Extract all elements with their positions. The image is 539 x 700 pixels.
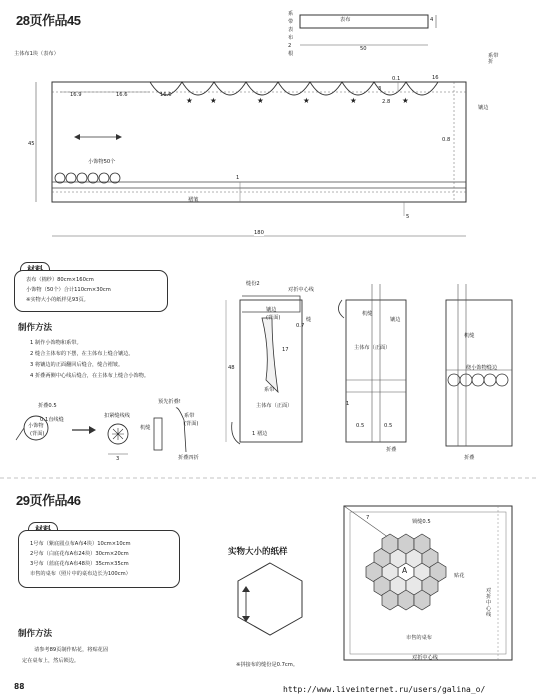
section2-title: 29页作品46 <box>16 493 81 508</box>
tie-label-char: 2 <box>288 43 292 49</box>
three-label: 3 <box>116 456 120 462</box>
section1-title: 28页作品45 <box>16 13 81 28</box>
bottom-fold-label: 折叠 <box>464 455 475 461</box>
tie-strap-shape <box>300 15 428 28</box>
dim-1-right: 1 <box>346 401 350 407</box>
fold-05-label: 折叠0.5 <box>38 403 57 409</box>
fold-center-vertical-label: 对折中心线 <box>486 588 492 618</box>
tie-label-char: 根 <box>288 51 294 57</box>
material2-line: 1号布（紫底圆点布A布4块）10cm×10cm <box>30 541 131 547</box>
body-front-label: 主体布（正面） <box>256 403 293 409</box>
seven-label: 7 <box>366 515 370 521</box>
method2-line: 请参考89页制作贴花，将贴花固 <box>34 647 109 653</box>
stitch-label: 缝 <box>306 317 312 323</box>
dim-07: 0.7 <box>296 323 305 329</box>
method2-line: 定在桌布上，然后锁边。 <box>22 658 80 664</box>
dim-166a: 16.6 <box>116 92 128 98</box>
fold-word: 折 <box>488 59 494 65</box>
dim-5: 5 <box>406 214 410 220</box>
dim-45: 45 <box>28 141 35 147</box>
watermark-url[interactable]: http://www.liveinternet.ru/users/galina_o/ <box>283 685 486 694</box>
material2-line: 2号布（白底花布A布24块）30cm×20cm <box>30 551 129 557</box>
dim-3: 3 <box>378 86 382 92</box>
dim-48: 48 <box>228 365 235 371</box>
fold-label: 折叠 <box>386 447 397 453</box>
dim-08: 0.8 <box>442 137 451 143</box>
sew-label-right: 机缝 <box>362 311 373 317</box>
fold-sew-label: 1 褶边 <box>252 431 268 437</box>
dim-166b: 16.6 <box>160 92 172 98</box>
material2-line: 市售的桌布（照片中的桌布边长为100cm） <box>30 571 131 577</box>
main-piece-label: 主体布1块（表布） <box>14 51 59 57</box>
star-marker: ★ <box>350 96 357 105</box>
tie-label: 系带 <box>184 413 195 419</box>
dim-17: 17 <box>282 347 289 353</box>
dim-01: 0.1 <box>392 76 401 82</box>
pattern-note: ※拼接布的缝份是0.7cm。 <box>236 662 299 668</box>
method-step: 4 折叠两侧中心线后缝合，在主体布上缝合小饰物。 <box>30 373 150 379</box>
dim-28: 2.8 <box>382 99 391 105</box>
dim-05a: 0.5 <box>356 423 365 429</box>
dim-1: 1 <box>236 175 240 181</box>
back-label: (背面) <box>30 431 45 437</box>
hem-label: 镶边 <box>478 105 489 111</box>
material-line: ※实物大小的纸样见93页。 <box>26 297 89 303</box>
seam-2-label: 缝份2 <box>246 281 260 287</box>
small-item-label: 小饰物 <box>28 423 44 429</box>
method2-heading: 制作方法 <box>18 629 53 639</box>
tie-dim-4: 4 <box>430 17 434 23</box>
materials2-box <box>18 530 180 588</box>
tie-label-char: 带 <box>288 19 294 25</box>
back2-label: (背面) <box>184 421 199 427</box>
dim-16: 16 <box>432 75 439 81</box>
tie-label-char: 表 <box>288 27 294 33</box>
tie-side-label: 系带 <box>488 53 499 59</box>
fold-four-label: 折叠四折 <box>178 455 199 461</box>
method-step: 1 制作小饰物和系带。 <box>30 340 82 346</box>
star-marker: ★ <box>402 96 409 105</box>
tie-label-right: 系带 <box>264 387 275 393</box>
dim-169: 16.9 <box>70 92 82 98</box>
method-heading: 制作方法 <box>18 323 53 333</box>
sew-label: 机缝 <box>140 425 151 431</box>
tablecloth-label: 市售的桌布 <box>406 635 432 641</box>
star-marker: ★ <box>210 96 217 105</box>
tie-label-char: 布 <box>288 35 294 41</box>
small-item-circles <box>55 173 120 183</box>
seam-label: 锁缝0.5 <box>412 519 431 525</box>
hexagon-pattern-shape <box>238 563 302 635</box>
scallop-loops <box>150 82 438 95</box>
tie-label-char: 系 <box>288 11 294 17</box>
star-marker: ★ <box>303 96 310 105</box>
star-marker: ★ <box>186 96 193 105</box>
method-step: 3 将镶边的正面翻回后缝合，缝合褶皱。 <box>30 362 124 368</box>
tie-dim-50: 50 <box>360 46 367 52</box>
dim-05b: 0.5 <box>384 423 393 429</box>
fold-edge-label: 褶皱 <box>188 197 199 203</box>
body-front2-label: 主体布（正面） <box>354 345 391 351</box>
applique-label: 贴花 <box>454 573 465 579</box>
small-items-label: 小饰物50个 <box>88 159 116 165</box>
hem-back-label: 镶边 <box>266 307 277 313</box>
hem-back2-label: (背面) <box>266 315 281 321</box>
straight-stitch-label: 0.1直线缝 <box>40 417 64 423</box>
small-items-row <box>448 374 508 386</box>
material-line: 小饰物（50个）合计110cm×30cm <box>26 287 111 293</box>
press-label: 预先折叠! <box>158 399 181 405</box>
dim-180: 180 <box>254 230 264 236</box>
material-line: 表布（棉纱）80cm×160cm <box>26 277 94 283</box>
pattern-title: 实物大小的纸样 <box>228 547 288 557</box>
material2-line: 3号布（蓝底花布A布48块）35cm×35cm <box>30 561 129 567</box>
small-sew-label: 绕小饰物缝边 <box>466 365 498 371</box>
hem-label-right: 镶边 <box>390 317 401 323</box>
center-a-label: A <box>402 566 408 575</box>
tie-inner-label: 表布 <box>340 17 351 23</box>
method-step: 2 缝合主体布的下摆，在主体布上缝合镶边。 <box>30 351 134 357</box>
fold-center2-label: 对折中心线 <box>412 655 438 661</box>
page-number: 88 <box>14 682 25 691</box>
sew3-label: 机缝 <box>464 333 475 339</box>
star-marker: ★ <box>257 96 264 105</box>
fold-center-label: 对折中心线 <box>288 287 314 293</box>
gather-label: 扣紧缝线线 <box>104 413 130 419</box>
